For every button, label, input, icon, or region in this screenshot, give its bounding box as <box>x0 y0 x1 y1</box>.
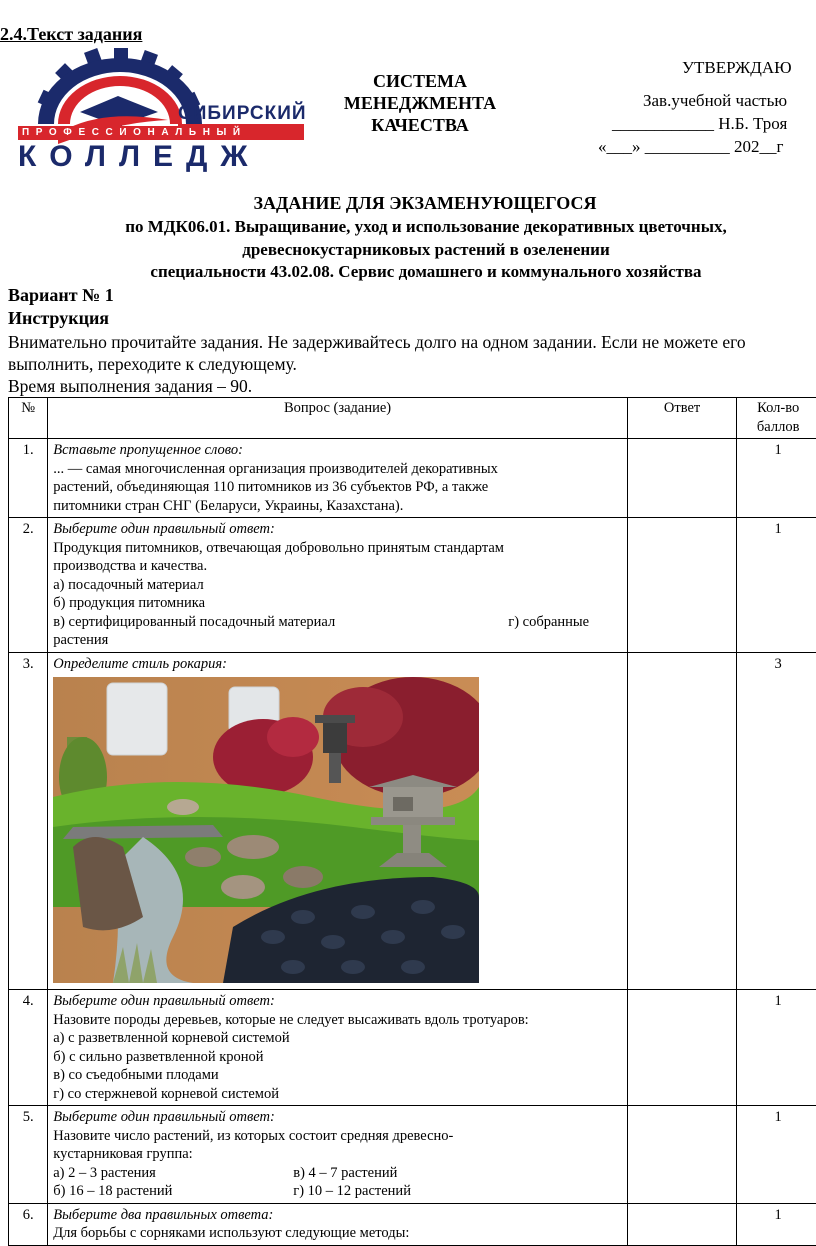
rockery-photo <box>53 677 479 983</box>
row-question <box>48 1203 628 1245</box>
approval-date: «___» __________ 202__г <box>598 137 783 157</box>
college-logo <box>18 48 308 176</box>
question-option: б) с сильно разветвленной кроной <box>53 1048 622 1067</box>
question-line: Назовите число растений, из которых состоит средняя древесно- <box>53 1127 622 1146</box>
question-option: в) сертифицированный посадочный материал <box>53 613 508 632</box>
question-lead: Выберите один правильный ответ: <box>53 520 622 539</box>
task-header-course: по МДК06.01. Выращивание, уход и использование декоративных цветочных, <box>0 217 816 237</box>
header-num: № <box>9 398 48 439</box>
question-option: в) со съедобными плодами <box>53 1066 622 1085</box>
row-question <box>48 439 628 518</box>
question-lead: Определите стиль рокария: <box>53 655 622 674</box>
question-option: г) со стержневой корневой системой <box>53 1085 622 1104</box>
question-line: кустарниковая группа: <box>53 1145 622 1164</box>
qms-line-3: КАЧЕСТВА <box>322 114 518 136</box>
question-line: ... — самая многочисленная организация производителей декоративных <box>53 460 622 479</box>
variant-title: Вариант № 1 <box>8 285 114 306</box>
row-points: 1 <box>737 1106 816 1204</box>
question-option-pair <box>53 613 622 632</box>
table-row <box>9 518 816 653</box>
table-row <box>9 439 816 518</box>
question-option: г) 10 – 12 растений <box>293 1182 411 1201</box>
question-option: а) посадочный материал <box>53 576 622 595</box>
question-option-pair <box>53 1182 622 1201</box>
instruction-title: Инструкция <box>8 308 109 329</box>
question-line: Назовите породы деревьев, которые не следует высаживать вдоль тротуаров: <box>53 1011 622 1030</box>
table-header-row <box>9 398 816 439</box>
header-points: Кол-во баллов <box>737 398 816 439</box>
question-option: б) продукция питомника <box>53 594 622 613</box>
qms-title <box>322 70 518 136</box>
table-row <box>9 990 816 1106</box>
row-num: 2. <box>9 518 48 653</box>
question-lead: Выберите один правильный ответ: <box>53 992 622 1011</box>
question-option: в) 4 – 7 растений <box>293 1164 397 1183</box>
row-question <box>48 1106 628 1204</box>
question-line: растений, объединяющая 110 питомников из 36 субъектов РФ, а также <box>53 478 622 497</box>
question-lead: Выберите один правильный ответ: <box>53 1108 622 1127</box>
row-points: 1 <box>737 518 816 653</box>
row-points: 3 <box>737 652 816 990</box>
question-lead: Выберите два правильных ответа: <box>53 1206 622 1225</box>
question-option-tail: растения <box>53 631 622 650</box>
question-line: производства и качества. <box>53 557 622 576</box>
question-line: Для борьбы с сорняками используют следующие методы: <box>53 1224 622 1243</box>
row-num: 6. <box>9 1203 48 1245</box>
question-lead: Вставьте пропущенное слово: <box>53 441 622 460</box>
logo-word-college: КОЛЛЕДЖ <box>18 140 261 174</box>
row-question <box>48 990 628 1106</box>
approval-title: УТВЕРЖДАЮ <box>682 58 792 78</box>
header-question: Вопрос (задание) <box>48 398 628 439</box>
instruction-line-1: Внимательно прочитайте задания. Не задерживайтесь долго на одном задании. Если не можете его <box>8 331 746 353</box>
table-row <box>9 652 816 990</box>
logo-word-professional: ПРОФЕССИОНАЛЬНЫЙ <box>22 127 247 138</box>
answer-cell[interactable] <box>627 1106 737 1204</box>
row-num: 4. <box>9 990 48 1106</box>
row-question <box>48 518 628 653</box>
question-option: г) собранные <box>508 613 589 632</box>
question-line: питомники стран СНГ (Беларуси, Украины, Казахстана). <box>53 497 622 516</box>
approval-position: Зав.учебной частью <box>643 91 787 111</box>
section-title: 2.4.Текст задания <box>0 24 142 45</box>
row-num: 1. <box>9 439 48 518</box>
qms-line-1: СИСТЕМА <box>322 70 518 92</box>
table-row <box>9 1203 816 1245</box>
question-option: а) 2 – 3 растения <box>53 1164 293 1183</box>
header-answer: Ответ <box>627 398 737 439</box>
row-question <box>48 652 628 990</box>
instruction-text <box>8 331 746 375</box>
logo-word-siberian: СИБИРСКИЙ <box>178 103 307 125</box>
table-row <box>9 1106 816 1204</box>
instruction-line-2: выполнить, переходите к следующему. <box>8 353 746 375</box>
task-header-title: ЗАДАНИЕ ДЛЯ ЭКЗАМЕНУЮЩЕГОСЯ <box>0 193 816 214</box>
qms-line-2: МЕНЕДЖМЕНТА <box>322 92 518 114</box>
row-points: 1 <box>737 1203 816 1245</box>
row-points: 1 <box>737 439 816 518</box>
task-header-course-cont: древеснокустарниковых растений в озеленении <box>0 240 816 260</box>
row-points: 1 <box>737 990 816 1106</box>
answer-cell[interactable] <box>627 439 737 518</box>
approval-signature: ____________ Н.Б. Троя <box>612 114 787 134</box>
question-option-pair <box>53 1164 622 1183</box>
question-option: а) с разветвленной корневой системой <box>53 1029 622 1048</box>
row-num: 5. <box>9 1106 48 1204</box>
row-num: 3. <box>9 652 48 990</box>
answer-cell[interactable] <box>627 652 737 990</box>
questions-table <box>8 397 816 1246</box>
task-header-specialty: специальности 43.02.08. Сервис домашнего и коммунального хозяйства <box>0 262 816 282</box>
answer-cell[interactable] <box>627 518 737 653</box>
time-limit: Время выполнения задания – 90. <box>8 376 252 397</box>
answer-cell[interactable] <box>627 990 737 1106</box>
question-option: б) 16 – 18 растений <box>53 1182 293 1201</box>
answer-cell[interactable] <box>627 1203 737 1245</box>
question-line: Продукция питомников, отвечающая добровольно принятым стандартам <box>53 539 622 558</box>
